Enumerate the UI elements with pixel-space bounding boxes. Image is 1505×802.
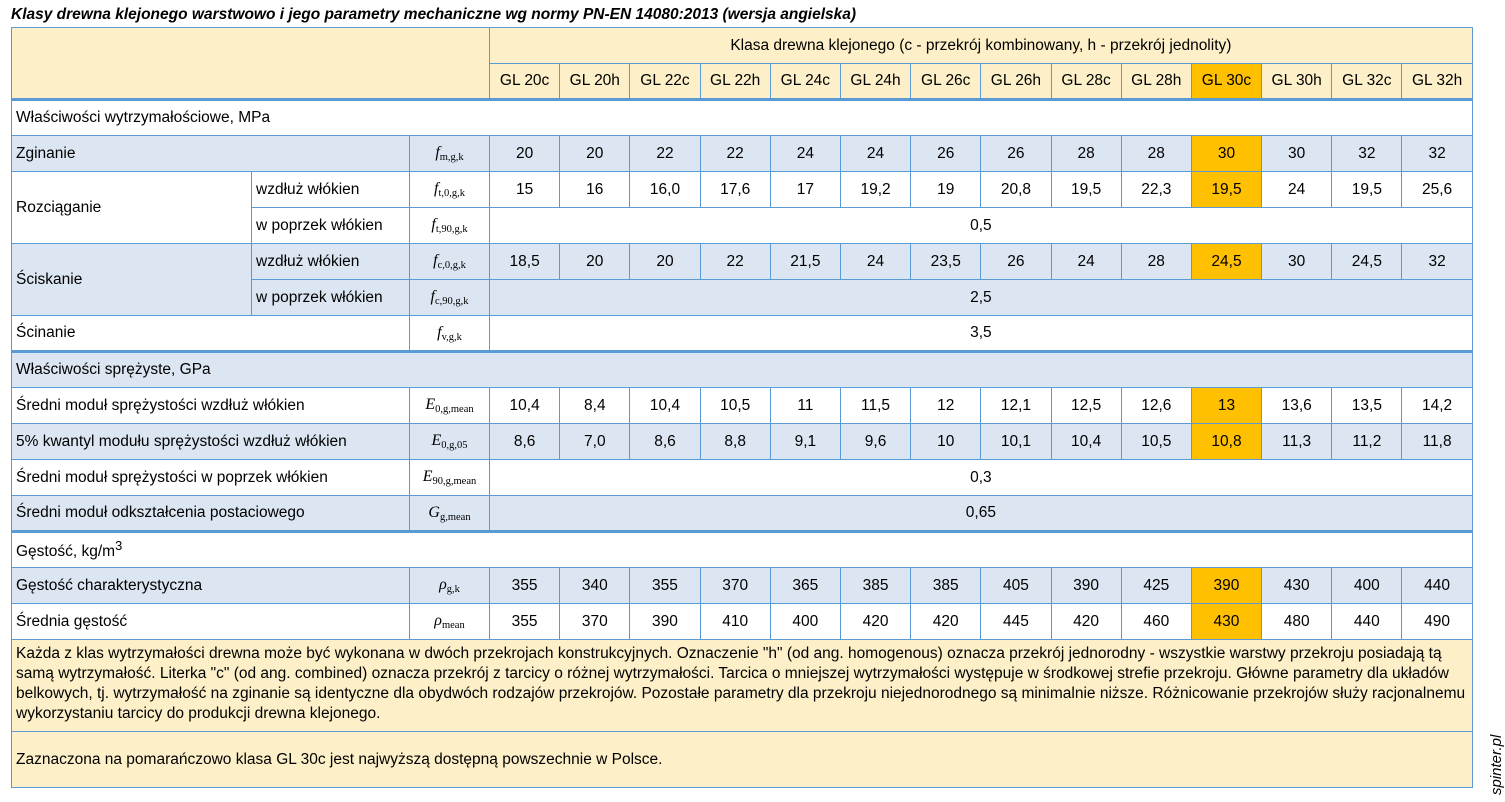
value-cell: 24 xyxy=(770,136,840,172)
table-row xyxy=(12,496,1473,532)
value-cell: 24 xyxy=(1051,244,1121,280)
table-row xyxy=(12,732,1473,788)
common-value-cell: 0,65 xyxy=(490,496,1473,532)
value-cell: 420 xyxy=(911,604,981,640)
row-sublabel: wzdłuż włókien xyxy=(252,244,410,280)
value-cell: 24,5 xyxy=(1332,244,1402,280)
value-cell: 16 xyxy=(560,172,630,208)
symbol-cell xyxy=(410,172,490,208)
value-cell: 10,5 xyxy=(700,388,770,424)
symbol-subscript: m,g,k xyxy=(439,152,464,163)
value-cell: 420 xyxy=(840,604,910,640)
value-cell: 420 xyxy=(1051,604,1121,640)
table-row xyxy=(12,100,1473,136)
class-header: GL 20h xyxy=(560,64,630,100)
table-row xyxy=(12,604,1473,640)
class-header: GL 30h xyxy=(1262,64,1332,100)
value-cell: 355 xyxy=(490,568,560,604)
symbol-subscript: t,90,g,k xyxy=(435,224,468,235)
symbol-subscript: g,k xyxy=(446,584,460,595)
value-cell: 20,8 xyxy=(981,172,1051,208)
value-cell: 23,5 xyxy=(911,244,981,280)
value-cell: 440 xyxy=(1402,568,1472,604)
header-caption: Klasa drewna klejonego (c - przekrój kombinowany, h - przekrój jednolity) xyxy=(490,28,1473,64)
note-paragraph: Każda z klas wytrzymałości drewna może być wykonana w dwóch przekrojach konstrukcyjnych. Oznaczenie "h" (od ang. homogenous) oznacza przekrój jednorodny - wszystkie warstwy przekroju posiadają tą samą wytrzymałość. Literka "c" (od ang. combined) oznacza przekrój z tarcicy o różnej wytrzymałości. Tarcica o mniejszej wytrzymałości występuje w środkowej strefie przekroju. Główne parametry dla układów belkowych, tj. wytrzymałość na zginanie są identyczne dla obydwóch rodzajów przekrojów. Pozostałe parametry dla przekroju niejednorodnego są minimalnie niższe. Różnicowanie przekrojów służy racjonalnemu wykorzystaniu tarcicy do produkcji drewna klejonego. xyxy=(12,640,1473,732)
value-cell: 26 xyxy=(981,136,1051,172)
class-header: GL 22h xyxy=(700,64,770,100)
row-label: Średni moduł sprężystości w poprzek włókien xyxy=(12,460,410,496)
class-header: GL 24c xyxy=(770,64,840,100)
note-highlight: Zaznaczona na pomarańczowo klasa GL 30c jest najwyższą dostępną powszechnie w Polsce. xyxy=(12,732,1473,788)
value-cell: 7,0 xyxy=(560,424,630,460)
symbol-cell xyxy=(410,388,490,424)
value-cell: 24 xyxy=(840,244,910,280)
row-sublabel: w poprzek włókien xyxy=(252,280,410,316)
row-label: Gęstość charakterystyczna xyxy=(12,568,410,604)
common-value-cell: 3,5 xyxy=(490,316,1473,352)
watermark: spinter.pl xyxy=(1488,734,1505,795)
symbol-cell xyxy=(410,244,490,280)
density-heading-text: Gęstość, kg/m xyxy=(16,543,116,561)
value-cell: 32 xyxy=(1332,136,1402,172)
symbol-letter: f xyxy=(434,180,439,197)
value-cell: 8,6 xyxy=(630,424,700,460)
glulam-table xyxy=(11,27,1473,788)
value-cell: 445 xyxy=(981,604,1051,640)
value-cell: 19,5 xyxy=(1191,172,1261,208)
symbol-subscript: t,0,g,k xyxy=(438,188,465,199)
class-header: GL 20c xyxy=(490,64,560,100)
symbol-letter: E xyxy=(422,468,433,485)
value-cell: 19,5 xyxy=(1051,172,1121,208)
value-cell: 8,8 xyxy=(700,424,770,460)
value-cell: 10,4 xyxy=(490,388,560,424)
section-heading: Właściwości sprężyste, GPa xyxy=(12,352,1473,388)
symbol-letter: f xyxy=(430,288,435,305)
value-cell: 11,8 xyxy=(1402,424,1472,460)
value-cell: 17,6 xyxy=(700,172,770,208)
symbol-letter: G xyxy=(428,503,440,521)
value-cell: 355 xyxy=(630,568,700,604)
value-cell: 24,5 xyxy=(1191,244,1261,280)
value-cell: 32 xyxy=(1402,244,1472,280)
table-row xyxy=(12,136,1473,172)
value-cell: 28 xyxy=(1121,244,1191,280)
symbol-subscript: 0,g,mean xyxy=(435,404,474,415)
value-cell: 15 xyxy=(490,172,560,208)
value-cell: 440 xyxy=(1332,604,1402,640)
table-row xyxy=(12,316,1473,352)
value-cell: 385 xyxy=(840,568,910,604)
value-cell: 14,2 xyxy=(1402,388,1472,424)
table-row xyxy=(12,352,1473,388)
row-label: Średnia gęstość xyxy=(12,604,410,640)
value-cell: 480 xyxy=(1262,604,1332,640)
symbol-cell xyxy=(410,496,490,532)
value-cell: 30 xyxy=(1262,136,1332,172)
symbol-subscript: 90,g,mean xyxy=(432,476,477,487)
symbol-cell xyxy=(410,604,490,640)
value-cell: 22 xyxy=(630,136,700,172)
value-cell: 24 xyxy=(1262,172,1332,208)
value-cell: 32 xyxy=(1402,136,1472,172)
symbol-letter: f xyxy=(437,323,442,341)
value-cell: 8,4 xyxy=(560,388,630,424)
class-header: GL 26h xyxy=(981,64,1051,100)
symbol xyxy=(431,432,467,449)
value-cell: 12,5 xyxy=(1051,388,1121,424)
table-row xyxy=(12,424,1473,460)
value-cell: 390 xyxy=(1191,568,1261,604)
value-cell: 400 xyxy=(770,604,840,640)
value-cell: 21,5 xyxy=(770,244,840,280)
class-header: GL 30c xyxy=(1191,64,1261,100)
symbol-cell xyxy=(410,568,490,604)
value-cell: 28 xyxy=(1121,136,1191,172)
value-cell: 425 xyxy=(1121,568,1191,604)
class-header: GL 22c xyxy=(630,64,700,100)
table-row xyxy=(12,460,1473,496)
table-row xyxy=(12,28,1473,64)
value-cell: 26 xyxy=(981,244,1051,280)
value-cell: 10,1 xyxy=(981,424,1051,460)
symbol-subscript: mean xyxy=(441,620,465,631)
symbol-subscript: g,mean xyxy=(439,511,471,523)
value-cell: 460 xyxy=(1121,604,1191,640)
symbol xyxy=(428,504,470,521)
value-cell: 22 xyxy=(700,244,770,280)
symbol-cell xyxy=(410,316,490,352)
value-cell: 9,6 xyxy=(840,424,910,460)
symbol-subscript: c,90,g,k xyxy=(434,296,469,307)
class-header: GL 28c xyxy=(1051,64,1121,100)
symbol-letter: ρ xyxy=(434,612,442,629)
header-corner xyxy=(12,28,490,100)
symbol-letter: E xyxy=(431,432,442,449)
row-sublabel: wzdłuż włókien xyxy=(252,172,410,208)
common-value-cell: 0,3 xyxy=(490,460,1473,496)
class-header: GL 24h xyxy=(840,64,910,100)
symbol-cell xyxy=(410,424,490,460)
table-row xyxy=(12,172,1473,208)
table-row xyxy=(12,568,1473,604)
symbol-letter: ρ xyxy=(439,576,447,593)
value-cell: 385 xyxy=(911,568,981,604)
value-cell: 10,4 xyxy=(630,388,700,424)
class-header: GL 26c xyxy=(911,64,981,100)
value-cell: 28 xyxy=(1051,136,1121,172)
row-label: Średni moduł odkształcenia postaciowego xyxy=(12,496,410,532)
table-row xyxy=(12,532,1473,568)
row-label: Średni moduł sprężystości wzdłuż włókien xyxy=(12,388,410,424)
value-cell: 19,5 xyxy=(1332,172,1402,208)
symbol-letter: f xyxy=(433,252,438,269)
table-row xyxy=(12,640,1473,732)
value-cell: 340 xyxy=(560,568,630,604)
value-cell: 11,5 xyxy=(840,388,910,424)
value-cell: 10 xyxy=(911,424,981,460)
value-cell: 390 xyxy=(630,604,700,640)
symbol-subscript: 0,g,05 xyxy=(441,440,468,451)
symbol-cell xyxy=(410,460,490,496)
value-cell: 400 xyxy=(1332,568,1402,604)
symbol xyxy=(431,288,469,305)
value-cell: 11,3 xyxy=(1262,424,1332,460)
symbol xyxy=(434,612,464,629)
value-cell: 430 xyxy=(1262,568,1332,604)
value-cell: 20 xyxy=(560,244,630,280)
row-label: 5% kwantyl modułu sprężystości wzdłuż włókien xyxy=(12,424,410,460)
value-cell: 490 xyxy=(1402,604,1472,640)
class-header: GL 32c xyxy=(1332,64,1402,100)
value-cell: 20 xyxy=(630,244,700,280)
value-cell: 17 xyxy=(770,172,840,208)
value-cell: 20 xyxy=(490,136,560,172)
symbol-cell xyxy=(410,136,490,172)
symbol-subscript: c,0,g,k xyxy=(437,260,466,271)
symbol xyxy=(435,144,463,161)
symbol xyxy=(425,396,473,413)
value-cell: 22 xyxy=(700,136,770,172)
value-cell: 355 xyxy=(490,604,560,640)
value-cell: 30 xyxy=(1262,244,1332,280)
common-value-cell: 0,5 xyxy=(490,208,1473,244)
row-label: Ścinanie xyxy=(12,316,410,352)
symbol-letter: f xyxy=(435,144,440,161)
value-cell: 22,3 xyxy=(1121,172,1191,208)
table-row xyxy=(12,244,1473,280)
value-cell: 410 xyxy=(700,604,770,640)
value-cell: 370 xyxy=(560,604,630,640)
table-row xyxy=(12,388,1473,424)
row-sublabel: w poprzek włókien xyxy=(252,208,410,244)
value-cell: 24 xyxy=(840,136,910,172)
row-group-label: Ściskanie xyxy=(12,244,252,316)
value-cell: 9,1 xyxy=(770,424,840,460)
value-cell: 13 xyxy=(1191,388,1261,424)
symbol xyxy=(433,252,466,269)
value-cell: 30 xyxy=(1191,136,1261,172)
value-cell: 12 xyxy=(911,388,981,424)
value-cell: 19,2 xyxy=(840,172,910,208)
density-heading-exponent: 3 xyxy=(115,538,123,554)
value-cell: 11,2 xyxy=(1332,424,1402,460)
common-value-cell: 2,5 xyxy=(490,280,1473,316)
value-cell: 13,6 xyxy=(1262,388,1332,424)
page-title: Klasy drewna klejonego warstwowo i jego parametry mechaniczne wg normy PN-EN 14080:2013 (wersja angielska) xyxy=(11,6,857,23)
symbol xyxy=(437,324,462,341)
class-header: GL 28h xyxy=(1121,64,1191,100)
value-cell: 26 xyxy=(911,136,981,172)
value-cell: 20 xyxy=(560,136,630,172)
section-heading xyxy=(12,532,1473,568)
value-cell: 370 xyxy=(700,568,770,604)
symbol-letter: E xyxy=(425,396,436,413)
symbol-cell xyxy=(410,208,490,244)
value-cell: 19 xyxy=(911,172,981,208)
value-cell: 18,5 xyxy=(490,244,560,280)
value-cell: 12,1 xyxy=(981,388,1051,424)
symbol-letter: f xyxy=(431,216,436,233)
value-cell: 10,8 xyxy=(1191,424,1261,460)
symbol xyxy=(439,576,460,593)
value-cell: 390 xyxy=(1051,568,1121,604)
row-label: Zginanie xyxy=(12,136,410,172)
value-cell: 11 xyxy=(770,388,840,424)
symbol-cell xyxy=(410,280,490,316)
symbol xyxy=(434,180,465,197)
value-cell: 12,6 xyxy=(1121,388,1191,424)
class-header: GL 32h xyxy=(1402,64,1472,100)
value-cell: 13,5 xyxy=(1332,388,1402,424)
symbol-subscript: v,g,k xyxy=(441,331,462,343)
value-cell: 405 xyxy=(981,568,1051,604)
value-cell: 10,4 xyxy=(1051,424,1121,460)
symbol xyxy=(431,216,467,233)
symbol xyxy=(423,468,477,485)
value-cell: 8,6 xyxy=(490,424,560,460)
value-cell: 16,0 xyxy=(630,172,700,208)
value-cell: 365 xyxy=(770,568,840,604)
value-cell: 25,6 xyxy=(1402,172,1472,208)
row-group-label: Rozciąganie xyxy=(12,172,252,244)
value-cell: 430 xyxy=(1191,604,1261,640)
value-cell: 10,5 xyxy=(1121,424,1191,460)
section-heading: Właściwości wytrzymałościowe, MPa xyxy=(12,100,1473,136)
